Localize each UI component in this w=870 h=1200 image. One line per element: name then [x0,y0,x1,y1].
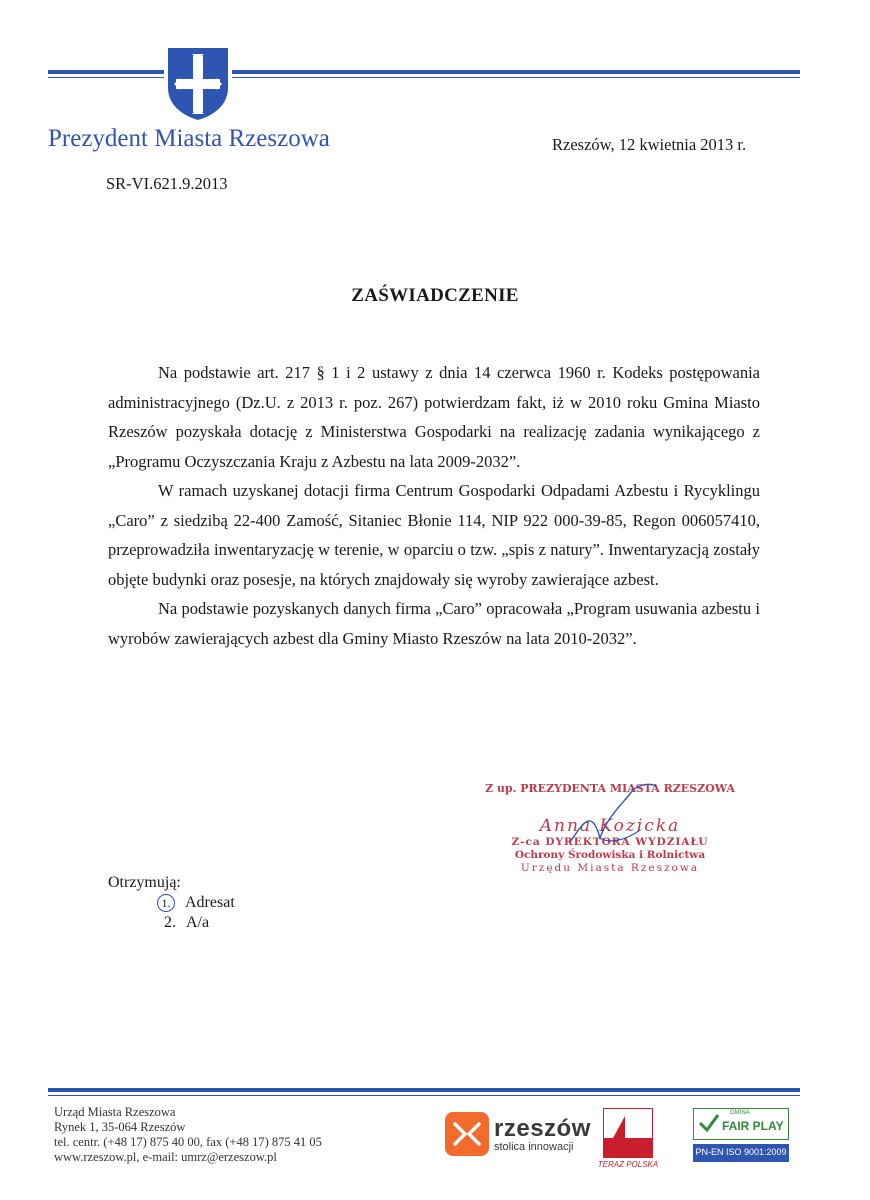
stamp-authority: Z up. PREZYDENTA MIASTA RZESZOWA [485,782,735,795]
fair-play-gmina: GMINA [730,1110,750,1116]
recipients-label: Otrzymują: [108,874,181,891]
footer-rule-top [48,1088,800,1092]
paragraph: Na podstawie pozyskanych danych firma „Caro” opracowała „Program usuwania azbestu i wyrobów zawierających azbest dla Gminy Miasto Rzeszów na lata 2010-2032”. [108,599,760,648]
address-line: Rynek 1, 35-064 Rzeszów [54,1120,186,1134]
address-line: Urząd Miasta Rzeszowa [54,1105,176,1119]
header-rule-top [48,70,800,74]
recipients-section [108,873,235,933]
teraz-polska-label: TERAZ POLSKA [597,1160,659,1169]
checkmark-icon [698,1112,720,1134]
footer-rule-bottom [48,1095,800,1096]
recipient-number: 1. [157,894,175,912]
recipient-name: Adresat [185,894,235,911]
footer-address [54,1105,322,1165]
list-item [160,913,235,933]
city-crest-logo [164,44,232,122]
address-line: tel. centr. (+48 17) 875 40 00, fax (+48 17) 875 41 05 [54,1135,322,1149]
recipients-list [108,893,235,933]
stamp-position: Z-ca DYREKTORA WYDZIAŁU [511,836,709,848]
list-item [160,893,235,913]
recipient-name: A/a [186,914,210,931]
stamp-department: Ochrony Środowiska i Rolnictwa [514,849,706,861]
reference-number: SR-VI.621.9.2013 [106,174,228,193]
stamp-name: Anna Kozicka [539,816,681,836]
place-date: Rzeszów, 12 kwietnia 2013 r. [552,135,747,154]
iso-label: PN-EN ISO 9001:2009 [695,1147,787,1157]
office-title: Prezydent Miasta Rzeszowa [48,125,330,152]
address-line: www.rzeszow.pl, e-mail: umrz@erzeszow.pl [54,1150,277,1164]
header-rule-bottom [48,77,800,78]
teraz-polska-logo-icon [603,1108,653,1158]
recipient-number: 2. [164,914,176,931]
city-logo-tagline: stolica innowacji [494,1141,574,1153]
fair-play-label: FAIR PLAY [722,1119,784,1133]
paragraph: W ramach uzyskanej dotacji firma Centrum Gospodarki Odpadami Azbestu i Rycyklingu „Caro” z siedzibą 22-400 Zamość, Sitaniec Błonie 114, NIP 922 000-39-85, Regon 006057410, przeprowadziła inwentaryzację w terenie, w oparciu o tzw. „spis z natury”. Inwentaryzacją zostały objęte budynki oraz posesje, na których znajdowały się wyroby zawierające azbest. [108,481,760,589]
signature-icon [530,780,690,860]
city-logo-wordmark: rzeszów [494,1115,591,1142]
stamp-office: Urzędu Miasta Rzeszowa [520,862,700,874]
paragraph: Na podstawie art. 217 § 1 i 2 ustawy z dnia 14 czerwca 1960 r. Kodeks postępowania administracyjnego (Dz.U. z 2013 r. poz. 267) potwierdzam fakt, iż w 2010 roku Gmina Miasto Rzeszów pozyskała dotację z Ministerstwa Gospodarki na realizację zadania wynikającego z „Programu Oczyszczania Kraju z Azbestu na lata 2009-2032”. [108,363,760,471]
rzeszow-logo-icon [445,1112,489,1156]
document-body [108,358,760,653]
document-title: ZAŚWIADCZENIE [351,285,519,306]
official-stamp [470,780,750,890]
